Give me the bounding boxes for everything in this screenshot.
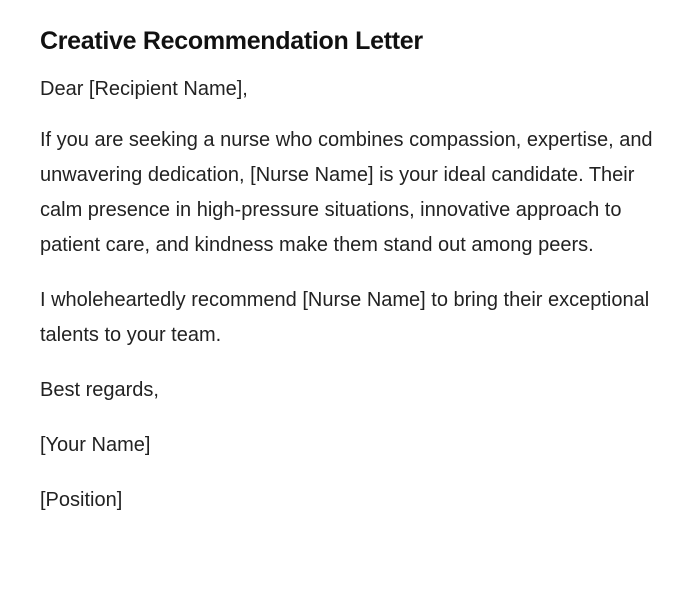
body-paragraph: If you are seeking a nurse who combines compassion, expertise, and unwavering dedication, [Nurse Name] is your ideal candidate. Their calm presence in high-pressure situations, innovative approach to patient care, and kindness make them stand out among peers. bbox=[40, 129, 653, 256]
body-paragraph: I wholeheartedly recommend [Nurse Name] to bring their exceptional talents to your team. bbox=[40, 289, 650, 346]
signature-name: [Your Name] bbox=[40, 434, 151, 456]
salutation: Dear [Recipient Name], bbox=[40, 78, 248, 100]
signature-position: [Position] bbox=[40, 489, 123, 511]
letter-title: Creative Recommendation Letter bbox=[40, 27, 423, 55]
closing: Best regards, bbox=[40, 379, 159, 401]
